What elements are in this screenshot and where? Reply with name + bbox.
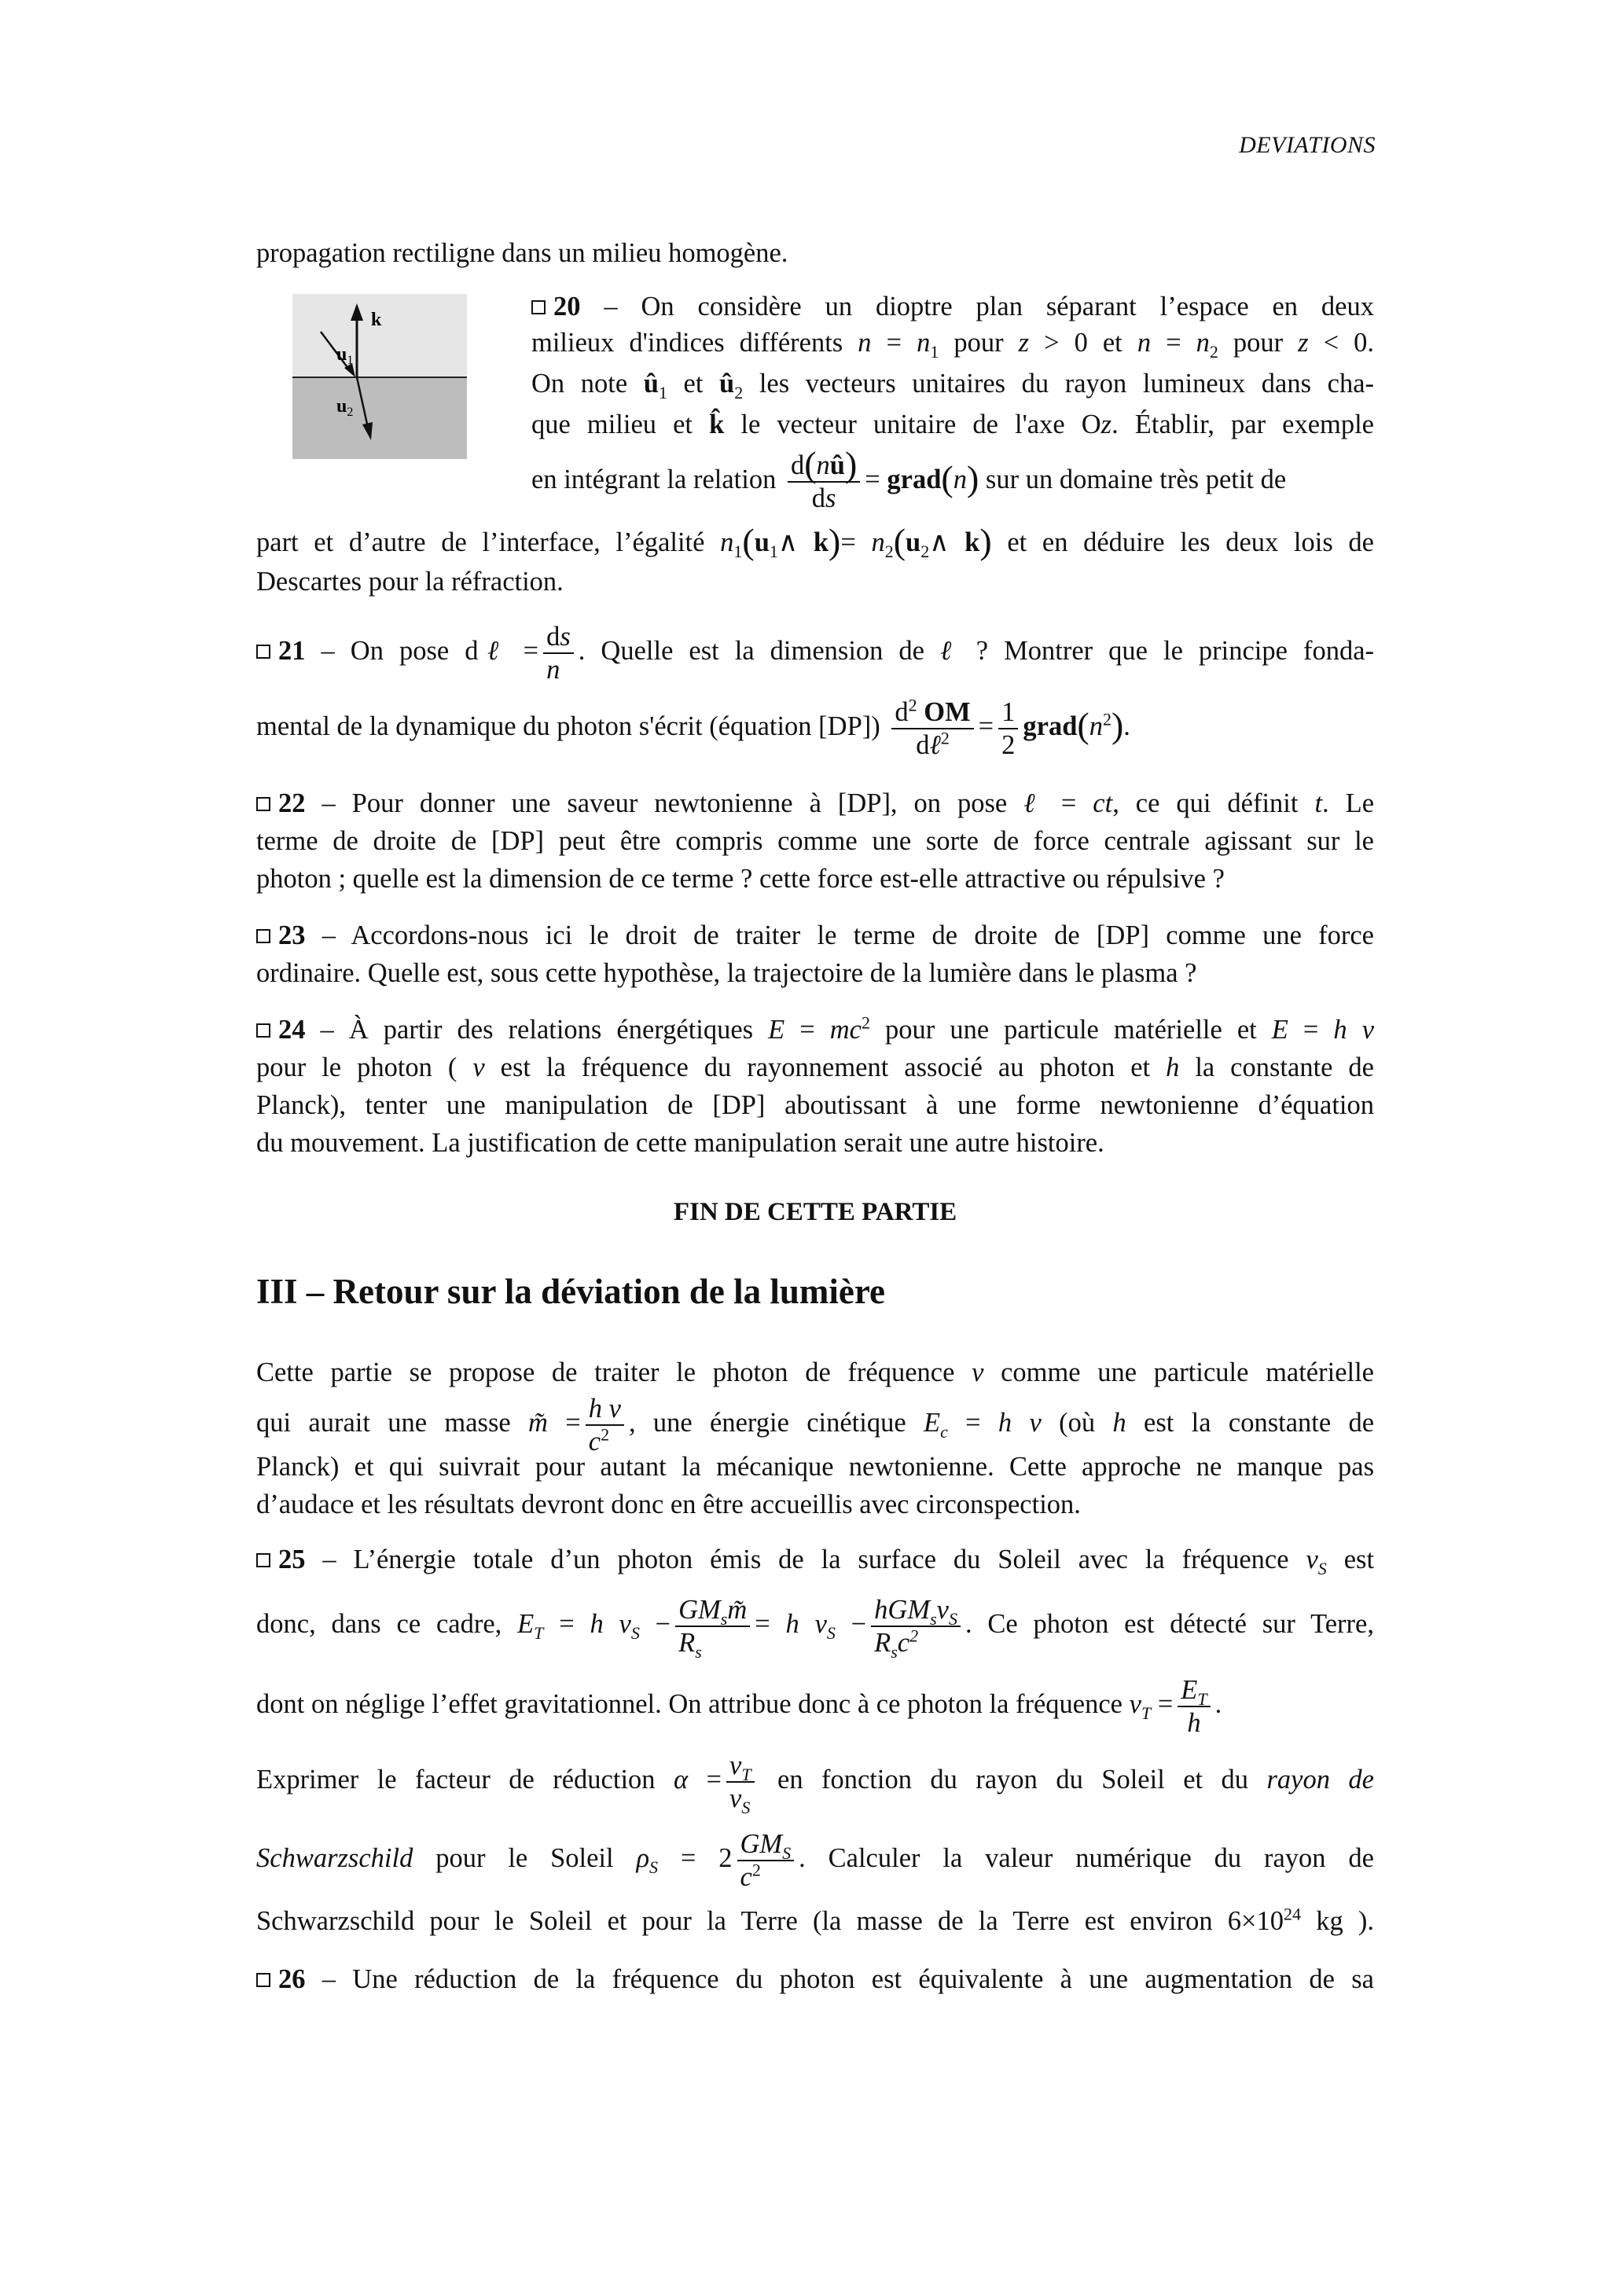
fraction-hgmsnu-rsc2: $\frac{hGM_s\nu_S}{R_sc^2}$ — [871, 1594, 961, 1659]
fraction-gmsm-rs: $\frac{GM_sm̃}{R_s}$ — [675, 1594, 750, 1659]
section-title: III – Retour sur la déviation de la lumière — [256, 1272, 886, 1311]
q23-line1: 23 – Accordons-nous ici le droit de traiter le terme de droite de [DP] comme une force — [256, 917, 1374, 954]
q25-line4: Exprimer le facteur de réduction α = $\frac{\nu_T}{\nu_S}$ en fonction du rayon du Soleil et du rayon de — [256, 1750, 1374, 1817]
q20-line2: milieux d'indices différents $n = n_1$ pour z > 0 et $n = n_2$ pour z < 0. — [531, 328, 1374, 362]
fraction-dnu-ds: $\frac{d(nû)}{ds}$ — [788, 450, 860, 514]
checkbox-icon — [256, 1973, 270, 1987]
q20-line4: que milieu et k̂ le vecteur unitaire de l'axe Oz. Établir, par exemple — [531, 410, 1374, 439]
q22-line1: 22 – Pour donner une saveur newtonienne à [DP], on pose ℓ = ct, ce qui définit t. Le — [256, 784, 1374, 822]
q20-line1: 20 – On considère un dioptre plan séparant l’espace en deux — [531, 288, 1374, 325]
q25-line3: dont on néglige l’effet gravitationnel. On attribue donc à ce photon la fréquence $\nu_T$ = $\frac{E_T}{h}$ . — [256, 1675, 1222, 1738]
lower-medium — [292, 377, 467, 459]
fraction-nut-nus: $\frac{\nu_T}{\nu_S}$ — [726, 1750, 755, 1814]
q25-line6: Schwarzschild pour le Soleil et pour la Terre (la masse de la Terre est environ $6\times 10^{24}$ kg ). — [256, 1904, 1374, 1936]
fraction-d2om: $\frac{d^2 OM}{d\ell^2}$ — [891, 696, 973, 761]
q26-line1: 26 – Une réduction de la fréquence du photon est équivalente à une augmentation de sa — [256, 1960, 1374, 1998]
q24-line3: Planck), tenter une manipulation de [DP] aboutissant à une forme newtonienne d’équation — [256, 1090, 1374, 1120]
intro3-line1: Cette partie se propose de traiter le photon de fréquence ν comme une particule matérielle — [256, 1357, 1374, 1387]
intro-line: propagation rectiligne dans un milieu homogène. — [256, 238, 788, 268]
q22-line2: terme de droite de [DP] peut être compris comme une sorte de force centrale agissant sur le — [256, 826, 1374, 856]
q21-line2: mental de la dynamique du photon s'écrit (équation [DP]) $\frac{d^2 OM}{d\ell^2}$ = $\frac{1}{2}$ $grad(n^2)$. — [256, 695, 1130, 760]
intro3-line4: d’audace et les résultats devront donc en être accueillis avec circonspection. — [256, 1490, 1081, 1519]
upper-medium — [292, 294, 467, 377]
q25-line5: Schwarzschild pour le Soleil $\rho_S = 2$ $\frac{GM_S}{c^2}$ . Calculer la valeur numérique du rayon de — [256, 1829, 1374, 1892]
q22-line3: photon ; quelle est la dimension de ce terme ? cette force est-elle attractive ou répulsive ? — [256, 864, 1225, 894]
q23-line2: ordinaire. Quelle est, sous cette hypothèse, la trajectoire de la lumière dans le plasma ? — [256, 958, 1197, 988]
fraction-hnu-c2: $\frac{\text{h ν}}{c^2}$ — [586, 1393, 624, 1457]
q20-line6: part et d’autre de l’interface, l’égalité $n_1(u_1\wedge$ $k)= n_2(u_2\wedge$ k) et en déduire les deux lois de — [256, 521, 1374, 561]
intro3-line2: qui aurait une masse m̃ = $\frac{\text{h ν}}{c^2}$ , une énergie cinétique $E_c = h$ ν (où h est la constante de — [256, 1394, 1375, 1457]
q24-line1: 24 – À partir des relations énergétiques $E = mc^2$ pour une particule matérielle et E = h ν — [256, 1011, 1374, 1049]
q21-line1: 21 – On pose dℓ = $\frac{ds}{n}$ . Quelle est la dimension de ℓ ? Montrer que le principe fonda- — [256, 621, 1374, 685]
fraction-one-half: $\frac{1}{2}$ — [998, 696, 1018, 761]
q20-line3: On note $û_1$ et $û_2$ les vecteurs unitaires du rayon lumineux dans cha- — [531, 369, 1374, 402]
running-header: DEVIATIONS — [1239, 132, 1376, 158]
checkbox-icon — [256, 1023, 270, 1038]
label-k: k — [371, 310, 382, 330]
label-u2: $u_2$ — [336, 396, 354, 419]
refraction-figure — [292, 294, 467, 459]
checkbox-icon — [256, 1553, 270, 1567]
end-of-part: FIN DE CETTE PARTIE — [673, 1198, 957, 1226]
label-u1: $u_1$ — [336, 344, 354, 367]
intro3-line3: Planck) et qui suivrait pour autant la mécanique newtonienne. Cette approche ne manque pas — [256, 1452, 1374, 1482]
checkbox-icon — [256, 797, 270, 811]
checkbox-icon — [531, 300, 546, 314]
q25-line2: donc, dans ce cadre, $E_T = h$ $\nu_S$ − $\frac{GM_sm̃}{R_s}$ = h $\nu_S$ − $\frac{hGM_s\nu_S}{R_sc^2}$ . Ce photon est détecté sur Terre, — [256, 1595, 1374, 1662]
q20-line5: en intégrant la relation $\frac{d(nû)}{ds}$ = grad(n) sur un domaine très petit de — [531, 444, 1287, 513]
checkbox-icon — [256, 645, 270, 659]
q24-line4: du mouvement. La justification de cette manipulation serait une autre histoire. — [256, 1128, 1104, 1158]
fraction-et-h: $\frac{E_T}{h}$ — [1178, 1674, 1210, 1739]
q20-line7: Descartes pour la réfraction. — [256, 567, 564, 597]
q24-line2: pour le photon ( ν est la fréquence du rayonnement associé au photon et h la constante de — [256, 1052, 1374, 1082]
q25-line1: 25 – L’énergie totale d’un photon émis de la surface du Soleil avec la fréquence $\nu_S$ est — [256, 1541, 1374, 1578]
fraction-gms-c2: $\frac{GM_S}{c^2}$ — [737, 1828, 795, 1893]
checkbox-icon — [256, 929, 270, 943]
fraction-ds-n: $\frac{ds}{n}$ — [543, 621, 574, 685]
